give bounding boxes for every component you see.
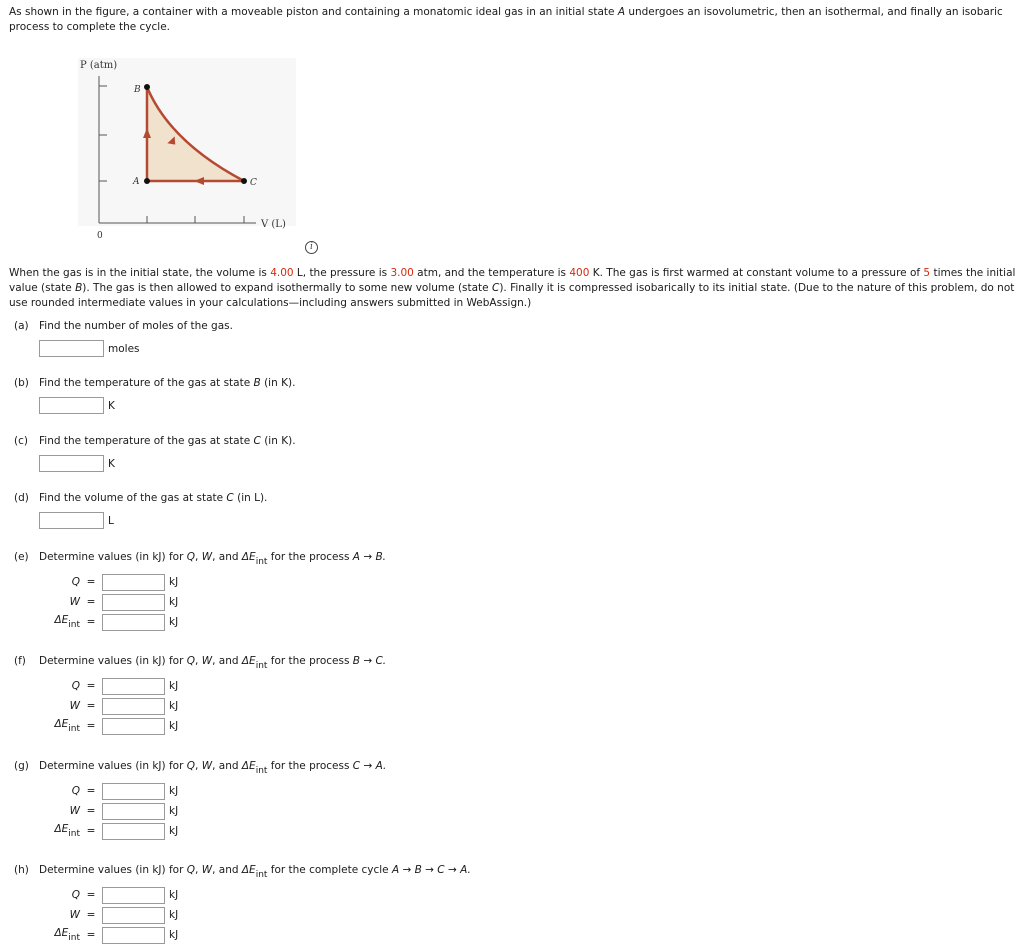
unit-label: moles (108, 342, 140, 355)
temperature-value: 400 (569, 267, 590, 279)
part-h-question: (h) Determine values (in kJ) for Q, W, and $\Delta E_{int}$ for the complete cycle A → B → C → A. (14, 864, 471, 880)
label-a: A (133, 177, 140, 187)
part-a-answer (39, 340, 140, 357)
answer-e-de-input[interactable] (102, 614, 165, 631)
part-g-w-row: W = kJ (30, 802, 178, 820)
part-g-de-row: $\Delta E_{int}$ = kJ (54, 823, 179, 839)
origin-label: 0 (97, 231, 103, 241)
answer-h-q-input[interactable] (102, 887, 165, 904)
part-h-de-row: $\Delta E_{int}$ = kJ (54, 927, 179, 943)
answer-a-input[interactable] (39, 340, 104, 357)
answer-e-q-input[interactable] (102, 574, 165, 591)
label-b: B (134, 85, 141, 95)
answer-c-input[interactable] (39, 455, 104, 472)
answer-g-q-input[interactable] (102, 783, 165, 800)
part-b-answer (39, 397, 115, 414)
part-g-question: (g) Determine values (in kJ) for Q, W, and $\Delta E_{int}$ for the process C → A. (14, 760, 387, 776)
pv-diagram (70, 50, 330, 250)
part-a-question: (a) Find the number of moles of the gas. (14, 320, 233, 332)
part-h-q-row: Q = kJ (30, 886, 178, 904)
factor-value: 5 (923, 267, 931, 279)
part-b-question: (b) Find the temperature of the gas at state B (in K). (14, 377, 296, 389)
info-icon[interactable]: i (305, 241, 318, 254)
part-f-de-row: $\Delta E_{int}$ = kJ (54, 718, 179, 734)
answer-f-w-input[interactable] (102, 698, 165, 715)
volume-value: 4.00 (270, 267, 294, 279)
part-d-answer (39, 512, 114, 529)
answer-h-de-input[interactable] (102, 927, 165, 944)
answer-e-w-input[interactable] (102, 594, 165, 611)
part-f-question: (f) Determine values (in kJ) for Q, W, and $\Delta E_{int}$ for the process B → C. (14, 655, 387, 671)
point-b (144, 84, 150, 90)
part-c-question: (c) Find the temperature of the gas at state C (in K). (14, 435, 296, 447)
v-axis-label: V (L) (261, 219, 286, 230)
answer-g-w-input[interactable] (102, 803, 165, 820)
part-h-w-row: W = kJ (30, 906, 178, 924)
answer-b-input[interactable] (39, 397, 104, 414)
part-e-q-row: Q = kJ (30, 573, 178, 591)
label-c: C (250, 178, 257, 188)
point-a (144, 178, 150, 184)
answer-f-de-input[interactable] (102, 718, 165, 735)
unit-label: L (108, 514, 114, 527)
part-g-q-row: Q = kJ (30, 782, 178, 800)
point-c (241, 178, 247, 184)
pressure-value: 3.00 (390, 267, 414, 279)
part-e-w-row: W = kJ (30, 593, 178, 611)
part-e-question: (e) Determine values (in kJ) for Q, W, and $\Delta E_{int}$ for the process A → B. (14, 551, 386, 567)
problem-statement: When the gas is in the initial state, the volume is 4.00 L, the pressure is 3.00 atm, and the temperature is 400 K. The gas is first warmed at constant volume to a pressure of 5 times the initial value (state B). The gas is then allowed to expand isothermally to some new volume (state C). Finally it is compressed isobarically to its initial state. (Due to the nature of this problem, do not use rounded intermediate values in your calculations—including answers submitted in WebAssign.) (9, 267, 1016, 309)
part-f-q-row: Q = kJ (30, 677, 178, 695)
part-c-answer (39, 455, 115, 472)
p-axis-label: P (atm) (80, 60, 118, 71)
answer-g-de-input[interactable] (102, 823, 165, 840)
part-f-w-row: W = kJ (30, 697, 178, 715)
unit-label: K (108, 399, 115, 412)
part-d-question: (d) Find the volume of the gas at state C (in L). (14, 492, 268, 504)
unit-label: K (108, 457, 115, 470)
pv-diagram-svg (70, 50, 330, 250)
answer-h-w-input[interactable] (102, 907, 165, 924)
answer-d-input[interactable] (39, 512, 104, 529)
intro-text: As shown in the figure, a container with a moveable piston and containing a monatomic ideal gas in an initial state A undergoes an isovolumetric, then an isothermal, and finally an isobaric process to complete the cycle. (9, 6, 1003, 33)
part-e-de-row: $\Delta E_{int}$ = kJ (54, 614, 179, 630)
answer-f-q-input[interactable] (102, 678, 165, 695)
